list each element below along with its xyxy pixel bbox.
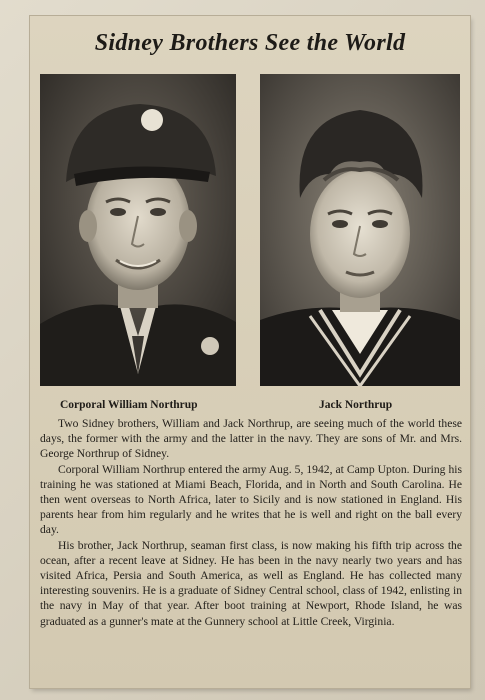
caption-jack: Jack Northrup [319, 399, 393, 411]
caption-william: Corporal William Northrup [60, 399, 198, 411]
soldier-portrait-image [40, 74, 236, 386]
portrait-photo-william [40, 74, 236, 386]
article-paragraph: His brother, Jack Northrup, seaman first class, is now making his fifth trip across the ocean, after a recent leave at Sidney. He has been in the navy nearly two years and has visited Africa, Persia and South America, as well as England. He has collected many interesting souvenirs. He is a graduate of Sidney Central school, class of 1942, enlisting in the navy in May of that year. After boot training at Newport, Rhode Island, he was graduated as a gunner's mate at the Gunnery school at Little Creek, Virginia. [40, 538, 462, 628]
newspaper-clipping [30, 16, 470, 688]
sailor-portrait-image [260, 74, 460, 386]
portrait-photo-jack [260, 74, 460, 386]
article-body [40, 416, 462, 629]
article-paragraph: Two Sidney brothers, William and Jack Northrup, are seeing much of the world these days, the former with the army and the latter in the navy. They are sons of Mr. and Mrs. George Northrup of Sidney. [40, 417, 462, 461]
article-paragraph: Corporal William Northrup entered the army Aug. 5, 1942, at Camp Upton. During his training he was stationed at Miami Beach, Florida, and in North and South Carolina. He then went overseas to North Africa, later to Sicily and is now stationed in England. His parents hear from him regularly and he writes that he is well and right on the ball every day. [40, 462, 462, 537]
headline: Sidney Brothers See the World [94, 30, 406, 56]
